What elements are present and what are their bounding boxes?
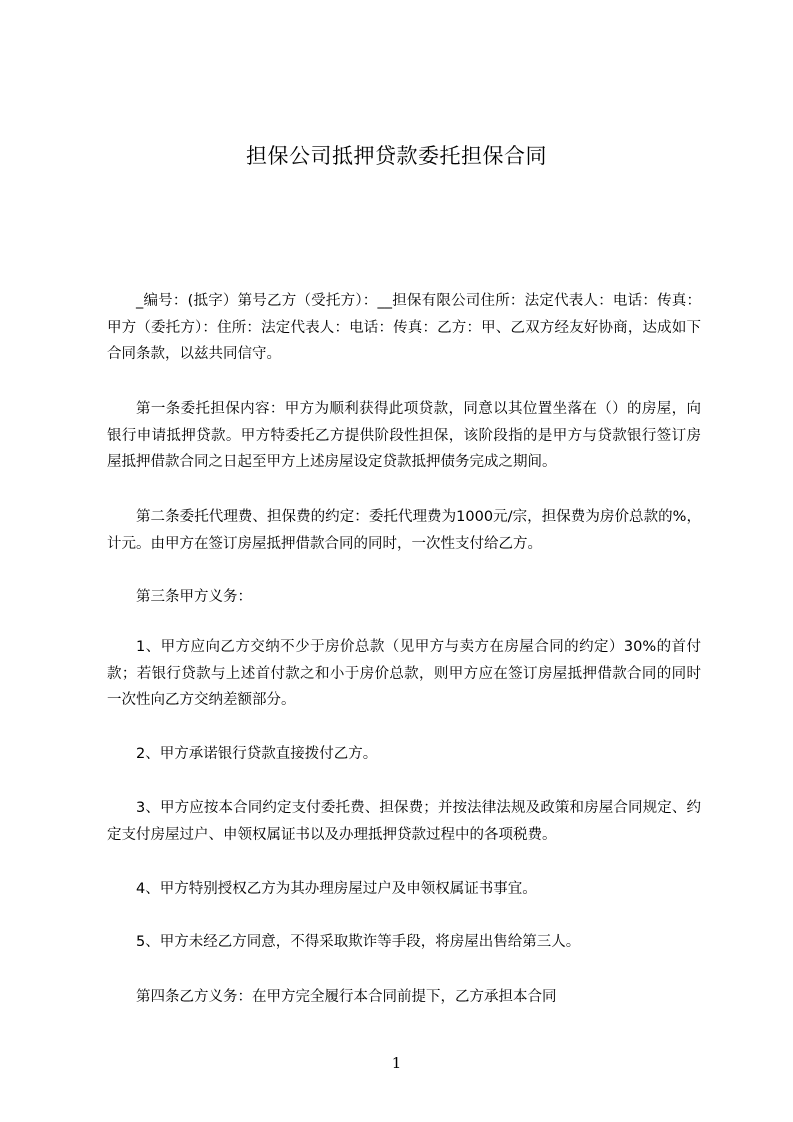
paragraph-article-3-heading: 第三条甲方义务： bbox=[136, 589, 252, 605]
paragraph-article-3-item-4: 4、甲方特别授权乙方为其办理房屋过户及申领权属证书事宜。 bbox=[136, 881, 537, 897]
paragraph-article-3-item-5: 5、甲方未经乙方同意，不得采取欺诈等手段，将房屋出售给第三人。 bbox=[136, 934, 581, 950]
paragraph-article-1: 第一条委托担保内容：甲方为顺利获得此项贷款，同意以其位置坐落在（）的房屋，向银行申请抵押贷款。甲方特委托乙方提供阶段性担保，该阶段指的是甲方与贷款银行签订房屋抵押借款合同之日起至甲方上述房屋设定贷款抵押债务完成之期间。 bbox=[107, 401, 701, 470]
paragraph-article-3-item-1: 1、甲方应向乙方交纳不少于房价总款（见甲方与卖方在房屋合同的约定）30%的首付款；若银行贷款与上述首付款之和小于房价总款，则甲方应在签订房屋抵押借款合同的同时一次性向乙方交纳差额部分。 bbox=[107, 639, 701, 708]
paragraph-article-4: 第四条乙方义务：在甲方完全履行本合同前提下，乙方承担本合同 bbox=[136, 989, 557, 1005]
paragraph-contract-parties: _编号：(抵字）第号乙方（受托方）：__担保有限公司住所：法定代表人：电话：传真：甲方（委托方）：住所：法定代表人：电话：传真：乙方：甲、乙双方经友好协商，达成如下合同条款，以兹共同信守。 bbox=[107, 293, 701, 362]
paragraph-article-3-item-3: 3、甲方应按本合同约定支付委托费、担保费；并按法律法规及政策和房屋合同规定、约定支付房屋过户、申领权属证书以及办理抵押贷款过程中的各项税费。 bbox=[107, 800, 701, 843]
document-title: 担保公司抵押贷款委托担保合同 bbox=[246, 144, 547, 168]
paragraph-article-3-item-2: 2、甲方承诺银行贷款直接拨付乙方。 bbox=[136, 746, 378, 762]
paragraph-article-2: 第二条委托代理费、担保费的约定：委托代理费为1000元/宗，担保费为房价总款的%，计元。由甲方在签订房屋抵押借款合同的同时，一次性支付给乙方。 bbox=[107, 509, 701, 552]
page-number: 1 bbox=[391, 1054, 402, 1072]
